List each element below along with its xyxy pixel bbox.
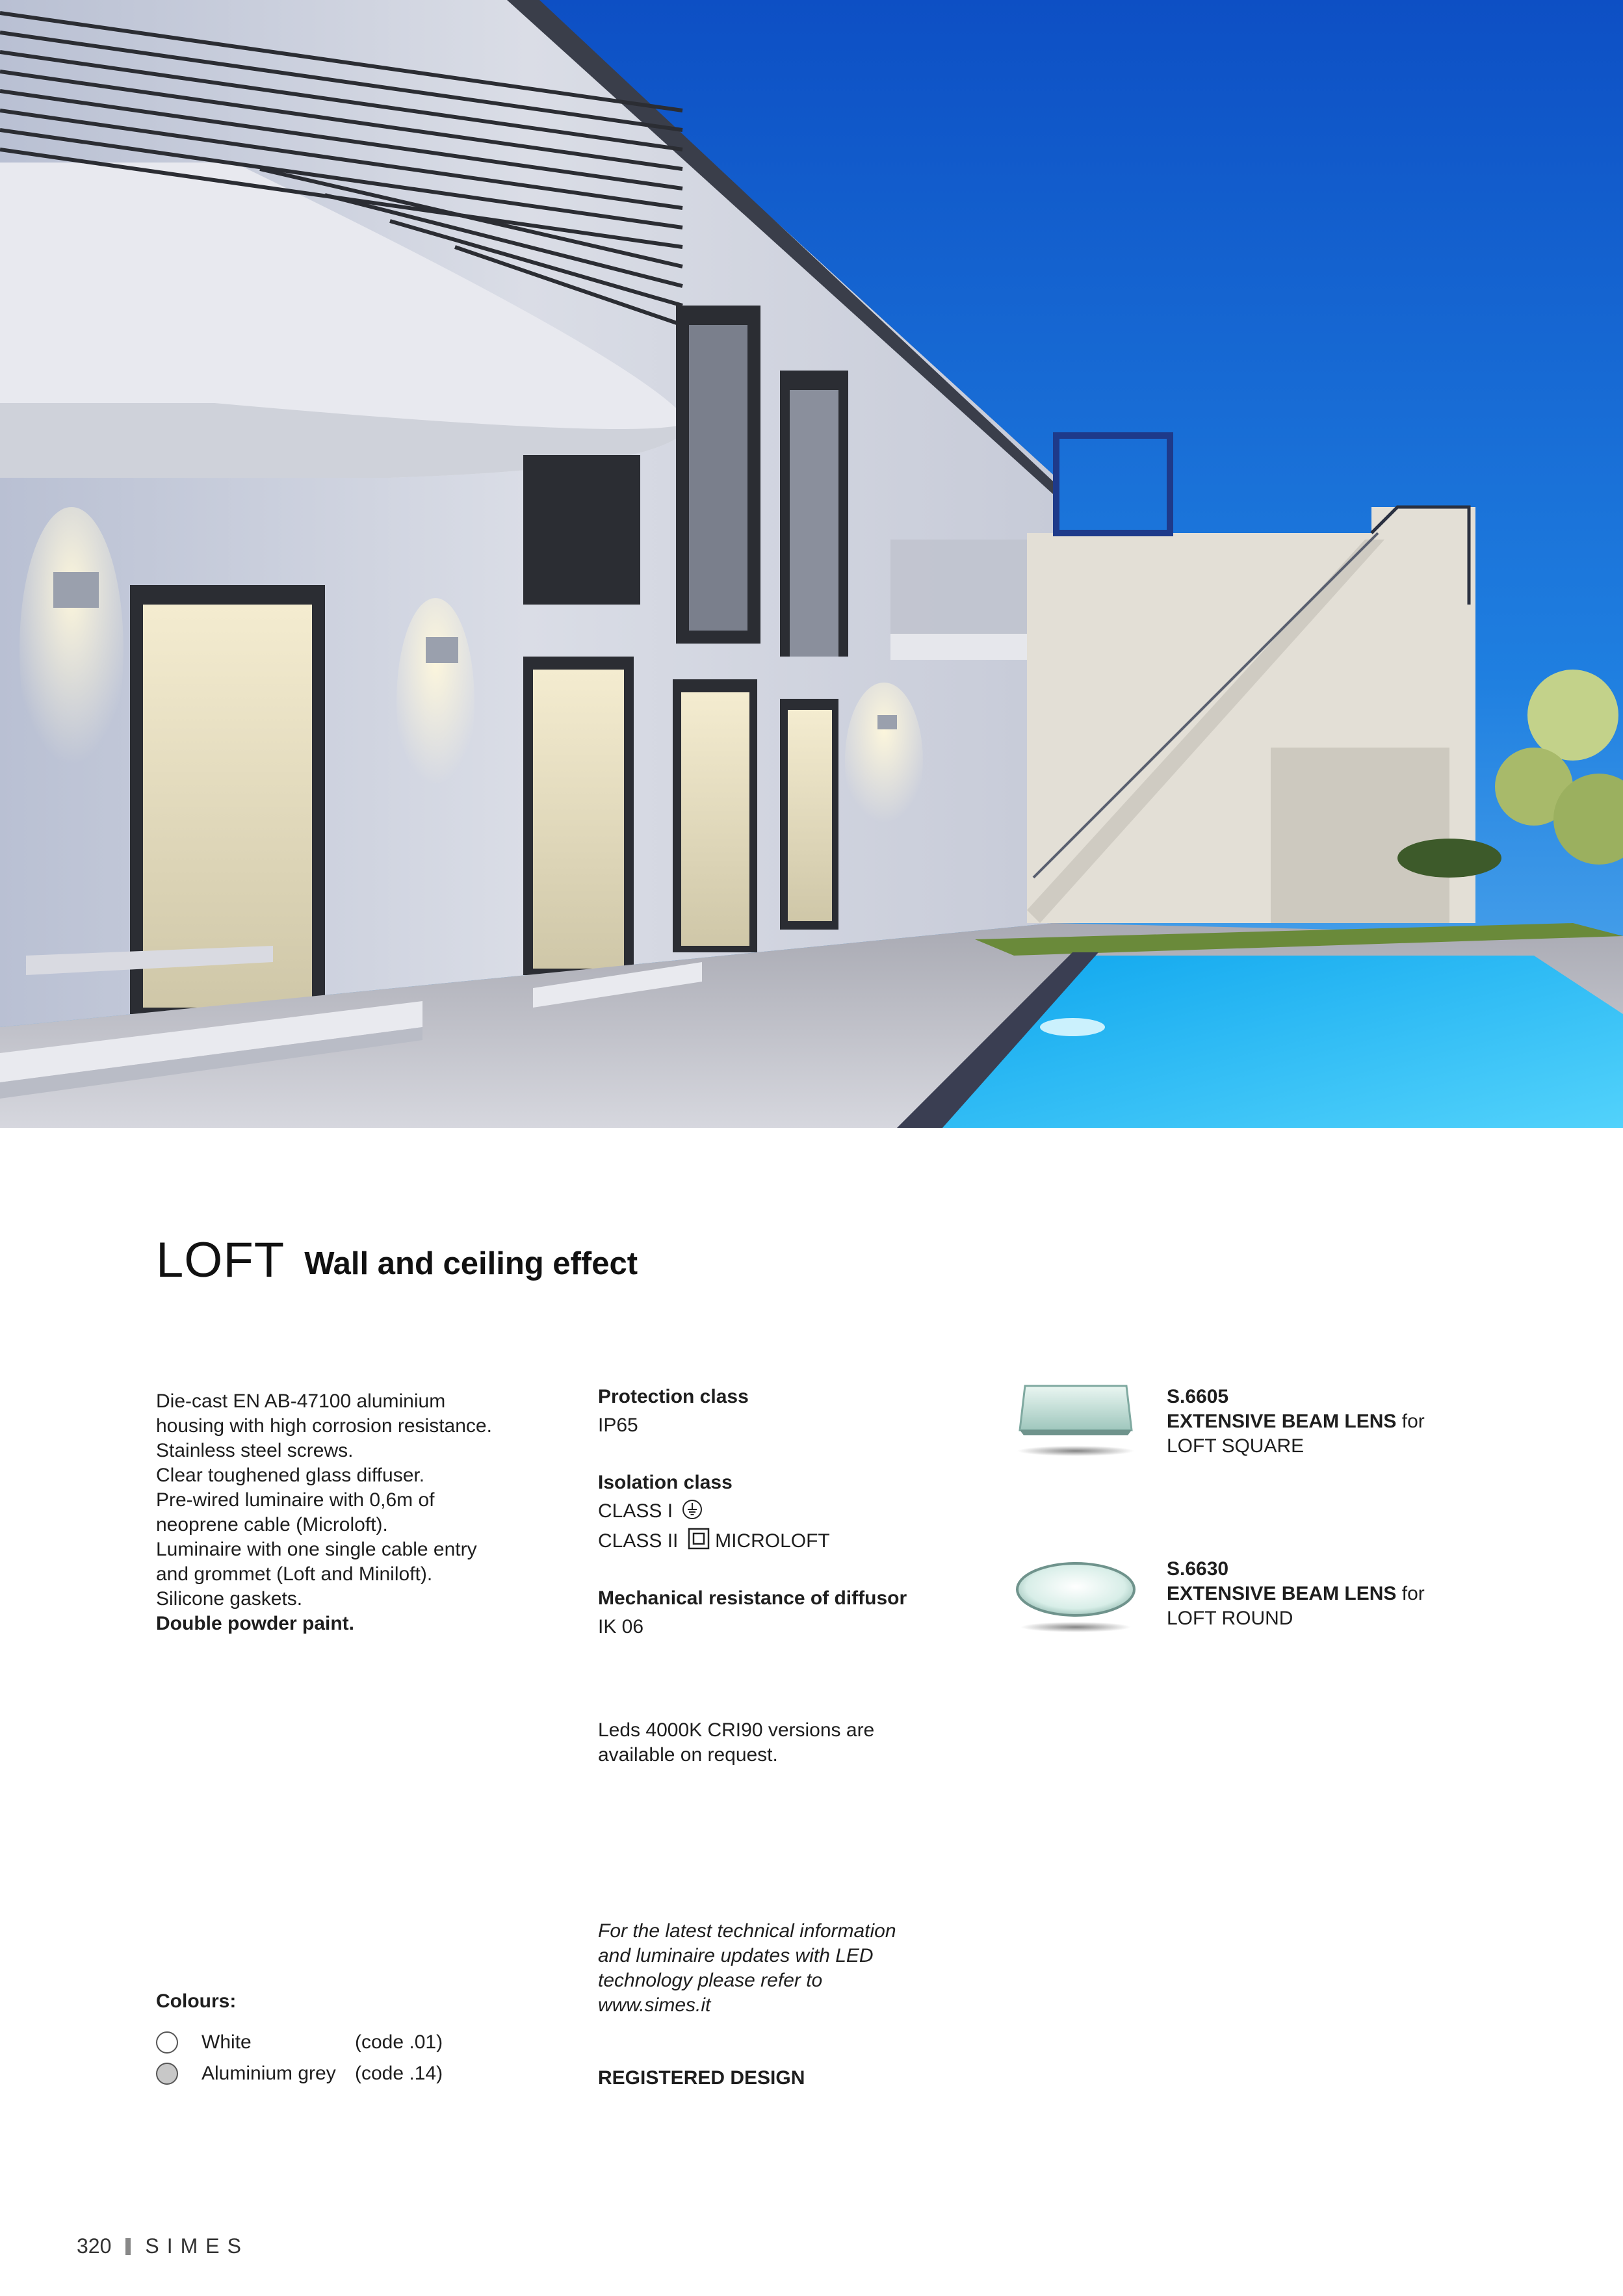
- colour-name: White: [201, 2031, 252, 2053]
- registered-design: REGISTERED DESIGN: [598, 2067, 805, 2089]
- earth-ground-icon: [682, 1499, 703, 1520]
- colour-code: (code .14): [355, 2063, 443, 2084]
- website-link[interactable]: www.simes.it: [598, 1994, 711, 2016]
- colour-option-white: [156, 2027, 611, 2058]
- specifications: [598, 1385, 988, 1672]
- description-line: Stainless steel screws.: [156, 1440, 354, 1461]
- description-line: and grommet (Loft and Miniloft).: [156, 1563, 433, 1585]
- class1-row: [598, 1499, 988, 1524]
- page-number: 320: [77, 2234, 112, 2258]
- protection-value: IP65: [598, 1415, 638, 1436]
- class2-row: [598, 1528, 988, 1554]
- description-line: Pre-wired luminaire with 0,6m of: [156, 1489, 435, 1511]
- isolation-class: [598, 1470, 988, 1554]
- leds-note-line: Leds 4000K CRI90 versions are: [598, 1719, 875, 1741]
- class2-note: MICROLOFT: [715, 1530, 830, 1552]
- description-line: Silicone gaskets.: [156, 1588, 303, 1610]
- accessory-for: for: [1401, 1583, 1425, 1604]
- page-footer: [77, 2234, 249, 2258]
- accessory-s6605: [1167, 1385, 1505, 1459]
- white-swatch: [156, 2031, 178, 2054]
- colours-label: Colours:: [156, 1990, 237, 2012]
- latest-info-line: For the latest technical information: [598, 1920, 896, 1942]
- description-bold-line: Double powder paint.: [156, 1613, 354, 1634]
- latest-info-line: and luminaire updates with LED: [598, 1945, 874, 1966]
- product-subtitle: Wall and ceiling effect: [304, 1246, 638, 1281]
- accessory-code: S.6630: [1167, 1558, 1229, 1580]
- accessory-target: LOFT ROUND: [1167, 1608, 1293, 1629]
- mechanical-label: Mechanical resistance of diffusor: [598, 1587, 907, 1609]
- description-line: neoprene cable (Microloft).: [156, 1514, 388, 1535]
- description-line: Die-cast EN AB-47100 aluminium: [156, 1390, 446, 1412]
- footer-divider: [125, 2238, 131, 2255]
- protection-label: Protection class: [598, 1386, 749, 1407]
- colours-section: [156, 1989, 611, 2089]
- grey-swatch: [156, 2063, 178, 2085]
- brand-name: SIMES: [145, 2234, 249, 2258]
- mechanical-value: IK 06: [598, 1616, 644, 1637]
- latest-info: [598, 1919, 988, 2018]
- accessory-code: S.6605: [1167, 1386, 1229, 1407]
- accessory-for: for: [1401, 1411, 1425, 1432]
- description-line: housing with high corrosion resistance.: [156, 1415, 492, 1437]
- accessory-s6630: [1167, 1557, 1505, 1631]
- accessory-name: EXTENSIVE BEAM LENS: [1167, 1411, 1397, 1432]
- accessory-target: LOFT SQUARE: [1167, 1435, 1305, 1457]
- leds-note-line: available on request.: [598, 1744, 778, 1766]
- colour-code: (code .01): [355, 2031, 443, 2053]
- colour-option-aluminium-grey: [156, 2058, 611, 2089]
- description-line: Luminaire with one single cable entry: [156, 1539, 477, 1560]
- hero-photo: [0, 0, 1623, 1128]
- class1-text: CLASS I: [598, 1500, 673, 1522]
- page-title: [156, 1232, 638, 1288]
- double-insulation-icon: [688, 1528, 710, 1550]
- class2-text: CLASS II: [598, 1530, 679, 1552]
- mechanical-resistance: [598, 1586, 988, 1639]
- isolation-label: Isolation class: [598, 1472, 733, 1493]
- description-line: Clear toughened glass diffuser.: [156, 1465, 425, 1486]
- product-description: [156, 1389, 572, 1636]
- colour-name: Aluminium grey: [201, 2063, 336, 2084]
- round-lens-icon: [1011, 1557, 1141, 1645]
- protection-class: [598, 1385, 988, 1438]
- product-name: LOFT: [156, 1233, 285, 1288]
- accessory-name: EXTENSIVE BEAM LENS: [1167, 1583, 1397, 1604]
- leds-note: [598, 1718, 988, 1768]
- square-lens-icon: [1011, 1378, 1141, 1466]
- latest-info-line: technology please refer to: [598, 1970, 823, 1991]
